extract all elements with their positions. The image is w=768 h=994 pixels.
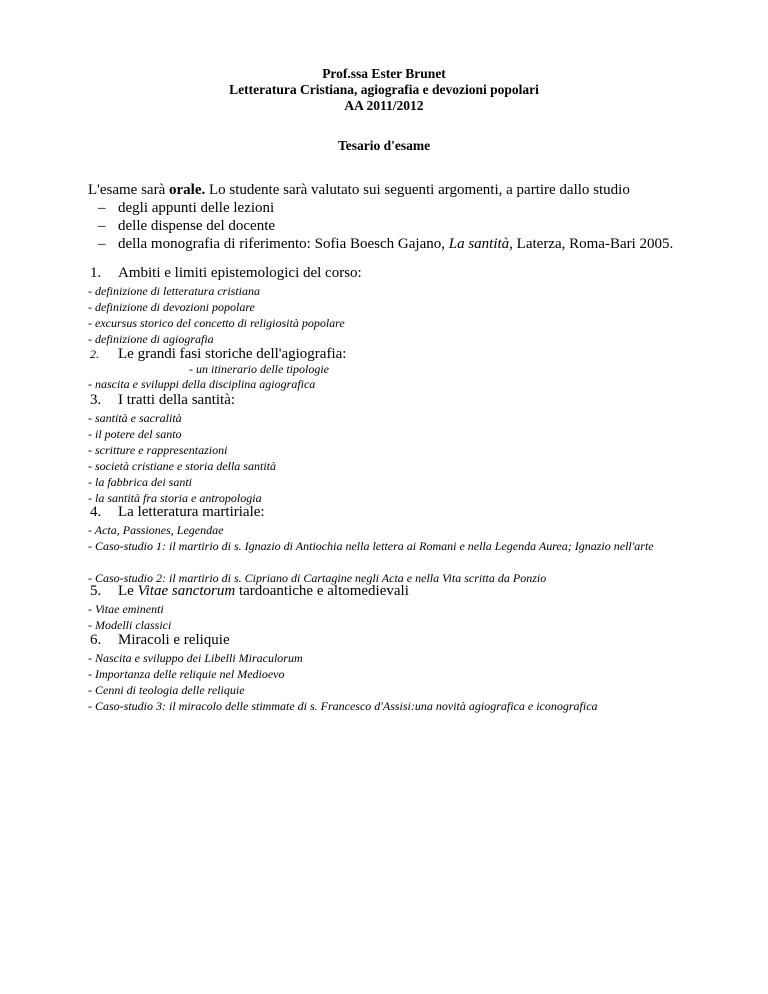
list-item: – delle dispense del docente <box>98 218 276 234</box>
list-item: - società cristiane e storia della santità <box>88 459 276 473</box>
academic-year: AA 2011/2012 <box>344 98 424 113</box>
section-heading: 5. Le Vitae sanctorum tardoantiche e altomedievali <box>90 583 409 599</box>
intro-before: L'esame sarà <box>88 182 169 198</box>
list-item: – della monografia di riferimento: Sofia Boesch Gajano, La santità, Laterza, Roma-Bari 2005. <box>98 236 674 252</box>
list-item: - Acta, Passiones, Legendae <box>88 523 224 537</box>
list-item: - scritture e rappresentazioni <box>88 443 228 457</box>
list-item: - definizione di devozioni popolare <box>88 300 255 314</box>
section-heading: 2. Le grandi fasi storiche dell'agiografia: <box>90 346 347 362</box>
section-heading: 6. Miracoli e reliquie <box>90 632 230 648</box>
list-item: - Caso-studio 2: il martirio di s. Cipriano di Cartagine negli Acta e nella Vita scritta da Ponzio <box>88 571 547 585</box>
list-item: - la santità fra storia e antropologia <box>88 491 262 505</box>
list-item: - excursus storico del concetto di religiosità popolare <box>88 316 345 330</box>
list-item: - Modelli classici <box>88 618 172 632</box>
intro-bold: orale. <box>169 182 206 198</box>
list-item: - Importanza delle reliquie nel Medioevo <box>88 667 285 681</box>
section-heading: 3. I tratti della santità: <box>90 392 236 408</box>
list-item: - Vitae eminenti <box>88 602 164 616</box>
section-heading: 4. La letteratura martiriale: <box>90 504 265 520</box>
list-item: - Caso-studio 1: il martirio di s. Ignazio di Antiochia nella lettera ai Romani e nella Legenda Aurea; Ignazio nell'arte <box>88 539 654 553</box>
list-item: – degli appunti delle lezioni <box>98 200 275 216</box>
document-header <box>0 66 768 114</box>
list-item: - nascita e sviluppi della disciplina agiografica <box>88 377 316 391</box>
list-item: - il potere del santo <box>88 427 182 441</box>
list-item: - un itinerario delle tipologie <box>189 362 329 376</box>
list-item: - Nascita e sviluppo dei Libelli Miraculorum <box>88 651 303 665</box>
intro-paragraph <box>88 181 630 199</box>
document-subtitle: Tesario d'esame <box>337 138 431 153</box>
list-item: - definizione di letteratura cristiana <box>88 284 260 298</box>
professor-name: Prof.ssa Ester Brunet <box>322 66 446 81</box>
course-title: Letteratura Cristiana, agiografia e devozioni popolari <box>229 82 539 97</box>
section-heading: 1. Ambiti e limiti epistemologici del corso: <box>90 265 362 281</box>
list-item: - la fabbrica dei santi <box>88 475 192 489</box>
intro-after: Lo studente sarà valutato sui seguenti argomenti, a partire dallo studio <box>205 182 630 198</box>
list-item: - Caso-studio 3: il miracolo delle stimmate di s. Francesco d'Assisi:una novità agiografica e iconografica <box>88 699 598 713</box>
list-item: - santità e sacralità <box>88 411 182 425</box>
list-item: - definizione di agiografia <box>88 332 214 346</box>
list-item: - Cenni di teologia delle reliquie <box>88 683 245 697</box>
